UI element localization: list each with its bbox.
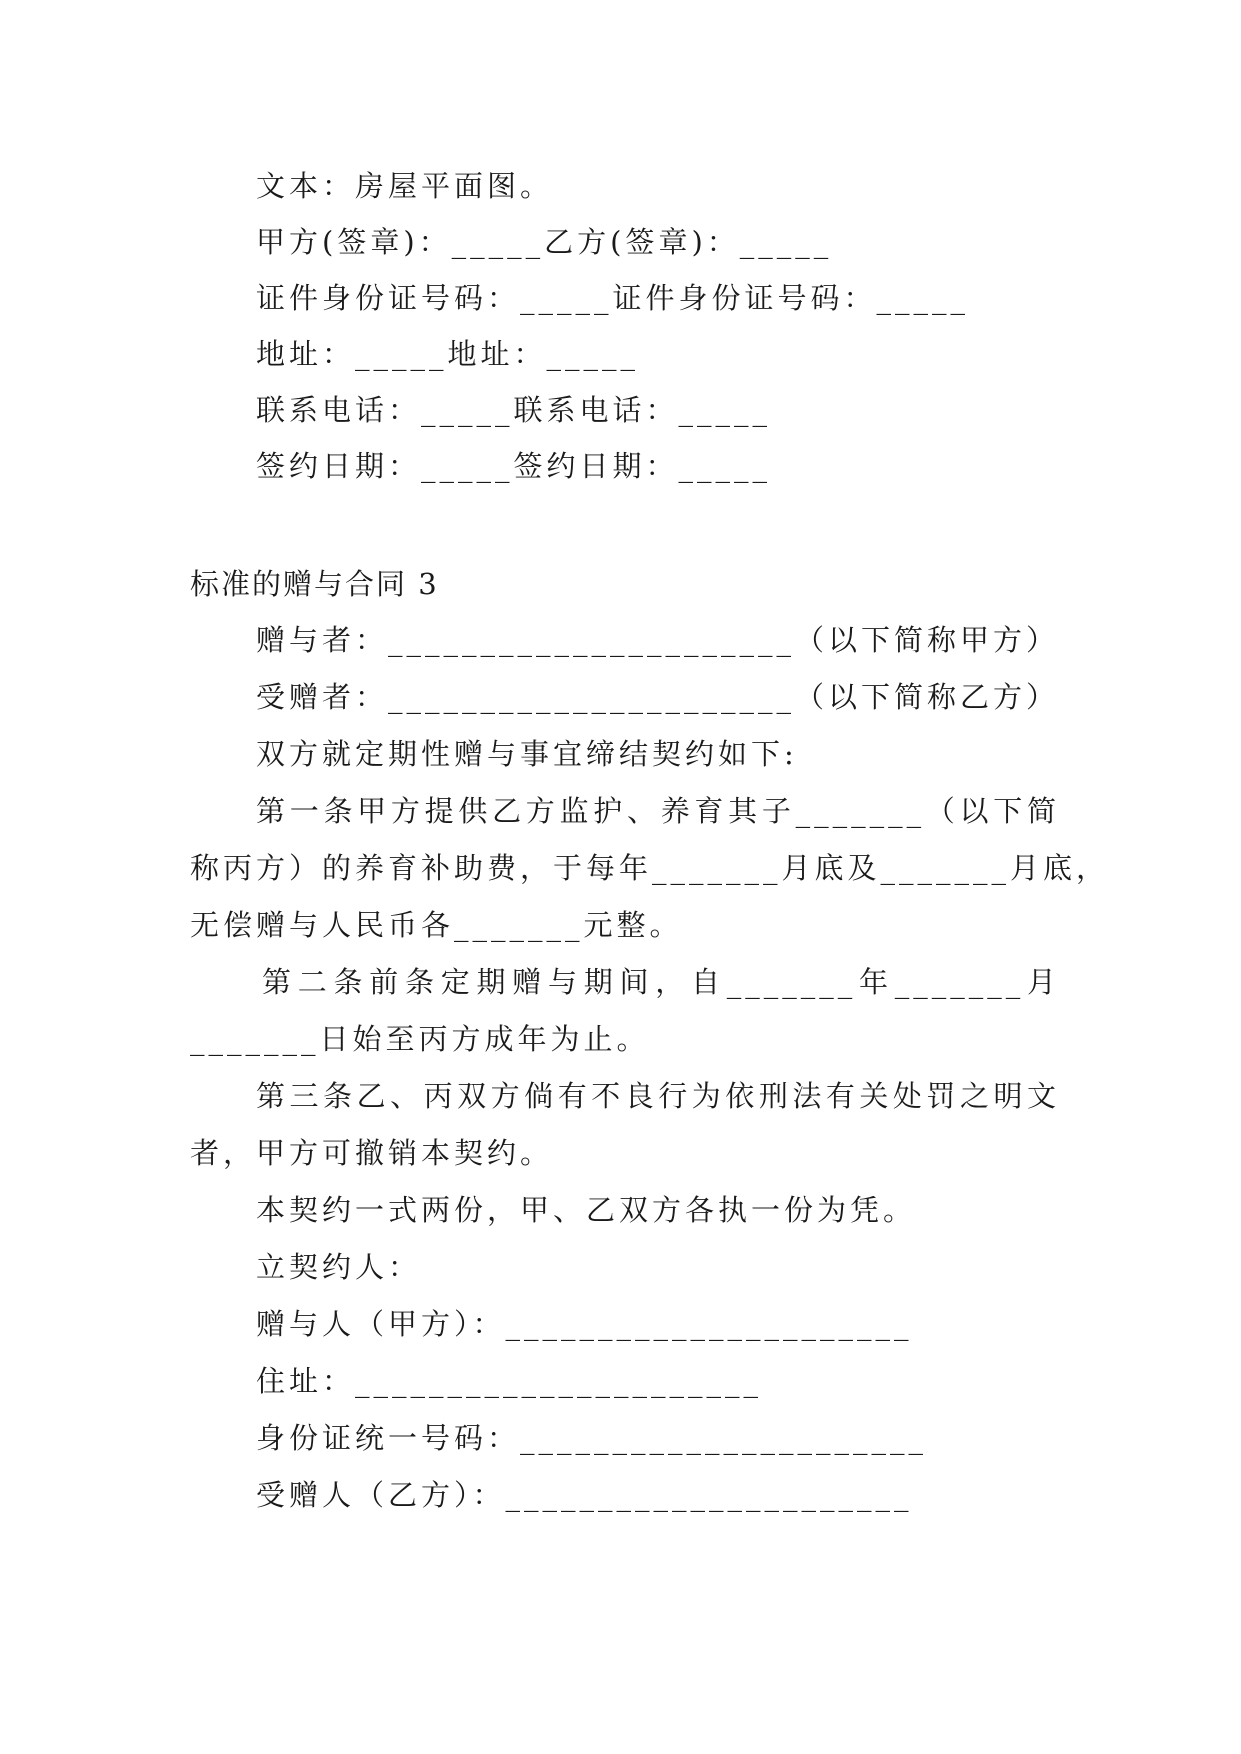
attachment-line: 文本：房屋平面图。 <box>256 169 554 203</box>
article-1-line-3: 无偿赠与人民币各_______元整。 <box>190 908 683 942</box>
agreement-intro: 双方就定期性赠与事宜缔结契约如下: <box>256 737 798 771</box>
donor-id-line: 身份证统一号码：______________________ <box>256 1421 928 1455</box>
donor-line: 赠与者：______________________（以下简称甲方） <box>256 623 1060 657</box>
donee-signature-line: 受赠人（乙方）：______________________ <box>256 1478 913 1512</box>
sign-date-line: 签约日期：_____签约日期：_____ <box>256 449 772 483</box>
donee-line: 受赠者：______________________（以下简称乙方） <box>256 680 1060 714</box>
phone-line: 联系电话：_____联系电话：_____ <box>256 393 772 427</box>
donor-address-line: 住址：______________________ <box>256 1364 763 1398</box>
article-1-line-2: 称丙方）的养育补助费，于每年_______月底及_______月底， <box>190 851 1110 885</box>
article-2-line-2: _______日始至丙方成年为止。 <box>190 1022 650 1056</box>
contract-title: 标准的赠与合同 3 <box>190 567 439 601</box>
article-3-line-2: 者，甲方可撤销本契约。 <box>190 1136 554 1170</box>
id-number-line: 证件身份证号码：_____证件身份证号码：_____ <box>256 281 970 315</box>
parties-heading: 立契约人： <box>256 1250 422 1284</box>
signature-line: 甲方(签章)：_____乙方(签章)：_____ <box>256 225 833 259</box>
donor-signature-line: 赠与人（甲方）：______________________ <box>256 1307 913 1341</box>
article-3-line-1: 第三条乙、丙双方倘有不良行为依刑法有关处罚之明文 <box>256 1079 1060 1113</box>
article-2-line-1: 第二条前条定期赠与期间，自_______年_______月 <box>262 965 1060 999</box>
copies-clause: 本契约一式两份，甲、乙双方各执一份为凭。 <box>256 1193 917 1227</box>
address-line: 地址：_____地址：_____ <box>256 337 640 371</box>
article-1-line-1: 第一条甲方提供乙方监护、养育其子_______（以下简 <box>256 794 1060 828</box>
